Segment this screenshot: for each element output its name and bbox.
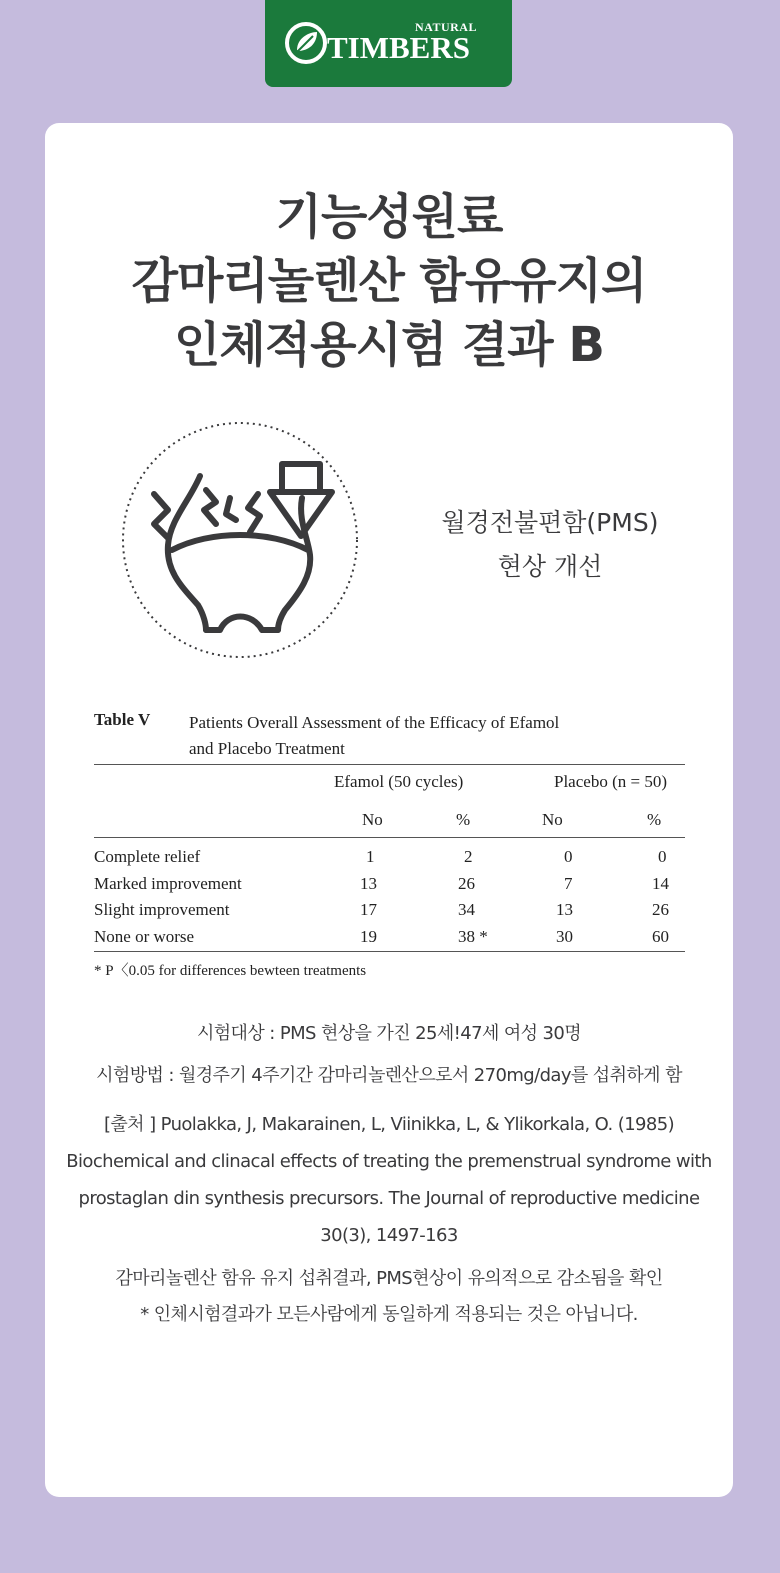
- brand-name: TIMBERS: [327, 30, 470, 65]
- brand-natural: NATURAL: [415, 20, 477, 34]
- row-cell: 19: [360, 927, 377, 946]
- conclusion: [45, 1261, 733, 1333]
- source-line-2: Biochemical and clinacal effects of treating the premenstrual syndrome with: [66, 1151, 712, 1172]
- pms-abdomen-pain-icon: [120, 420, 360, 660]
- table-caption-text: [189, 710, 669, 762]
- conclusion-line-2: * 인체시험결과가 모든사람에게 동일하게 적용되는 것은 아닙니다.: [140, 1304, 638, 1325]
- row-cell: 13: [556, 900, 573, 919]
- source-citation: [45, 1106, 733, 1254]
- pms-label-line-1: 월경전불편함(PMS): [441, 508, 659, 537]
- table-top-rule: [94, 764, 685, 765]
- page-title: [45, 185, 733, 377]
- group-header-efamol: Efamol (50 cycles): [334, 772, 464, 791]
- table-header-rule: [94, 837, 685, 838]
- subheader-cell: No: [362, 810, 383, 829]
- row-cell: 30: [556, 927, 573, 946]
- table-label: Table V: [94, 710, 151, 729]
- subheader-cell: %: [647, 810, 662, 829]
- row-label: Marked improvement: [94, 874, 242, 893]
- row-label: Complete relief: [94, 847, 201, 866]
- row-cell: 1: [366, 847, 375, 866]
- row-cell: 17: [360, 900, 377, 919]
- source-line-1: [출처 ] Puolakka, J, Makarainen, L, Viinikka, L, & Ylikorkala, O. (1985): [103, 1114, 675, 1135]
- title-line-2: 감마리놀렌산 함유유지의: [131, 253, 647, 309]
- row-cell: 7: [564, 874, 573, 893]
- title-line-1: 기능성원료: [275, 189, 503, 245]
- study-method: 시험방법 : 월경주기 4주기간 감마리놀렌산으로서 270mg/day를 섭취하게 함: [96, 1065, 682, 1086]
- title-line-3: 인체적용시험 결과 B: [174, 317, 604, 373]
- row-cell: 2: [464, 847, 473, 866]
- row-cell: 0: [564, 847, 573, 866]
- source-line-3: prostaglan din synthesis precursors. The Journal of reproductive medicine: [78, 1188, 700, 1209]
- subheader-cell: No: [542, 810, 563, 829]
- leaf-logo-icon: [283, 20, 329, 66]
- table-bottom-rule: [94, 951, 685, 952]
- pms-label-line-2: 현상 개선: [497, 552, 603, 581]
- table-footnote: * P〈0.05 for differences bewteen treatments: [94, 963, 367, 979]
- row-label: Slight improvement: [94, 900, 230, 919]
- row-cell: 14: [652, 874, 669, 893]
- row-label: None or worse: [94, 927, 195, 946]
- study-subjects: 시험대상 : PMS 현상을 가진 25세!47세 여성 30명: [196, 1023, 582, 1044]
- row-cell: 26: [458, 874, 475, 893]
- brand-logo: [265, 0, 512, 87]
- row-cell: 60: [652, 927, 669, 946]
- pms-label: [400, 501, 700, 589]
- row-cell: 38 *: [458, 927, 488, 946]
- row-cell: 0: [658, 847, 667, 866]
- content-card: [45, 123, 733, 1497]
- source-line-4: 30(3), 1497-163: [320, 1225, 458, 1246]
- row-cell: 13: [360, 874, 377, 893]
- conclusion-line-1: 감마리놀렌산 함유 유지 섭취결과, PMS현상이 유의적으로 감소됨을 확인: [115, 1268, 663, 1289]
- row-cell: 26: [652, 900, 669, 919]
- group-header-placebo: Placebo (n = 50): [554, 772, 667, 791]
- row-cell: 34: [458, 900, 475, 919]
- table-caption-line-2: and Placebo Treatment: [189, 739, 345, 758]
- table-caption-line-1: Patients Overall Assessment of the Efficacy of Efamol: [189, 713, 560, 732]
- subheader-cell: %: [456, 810, 471, 829]
